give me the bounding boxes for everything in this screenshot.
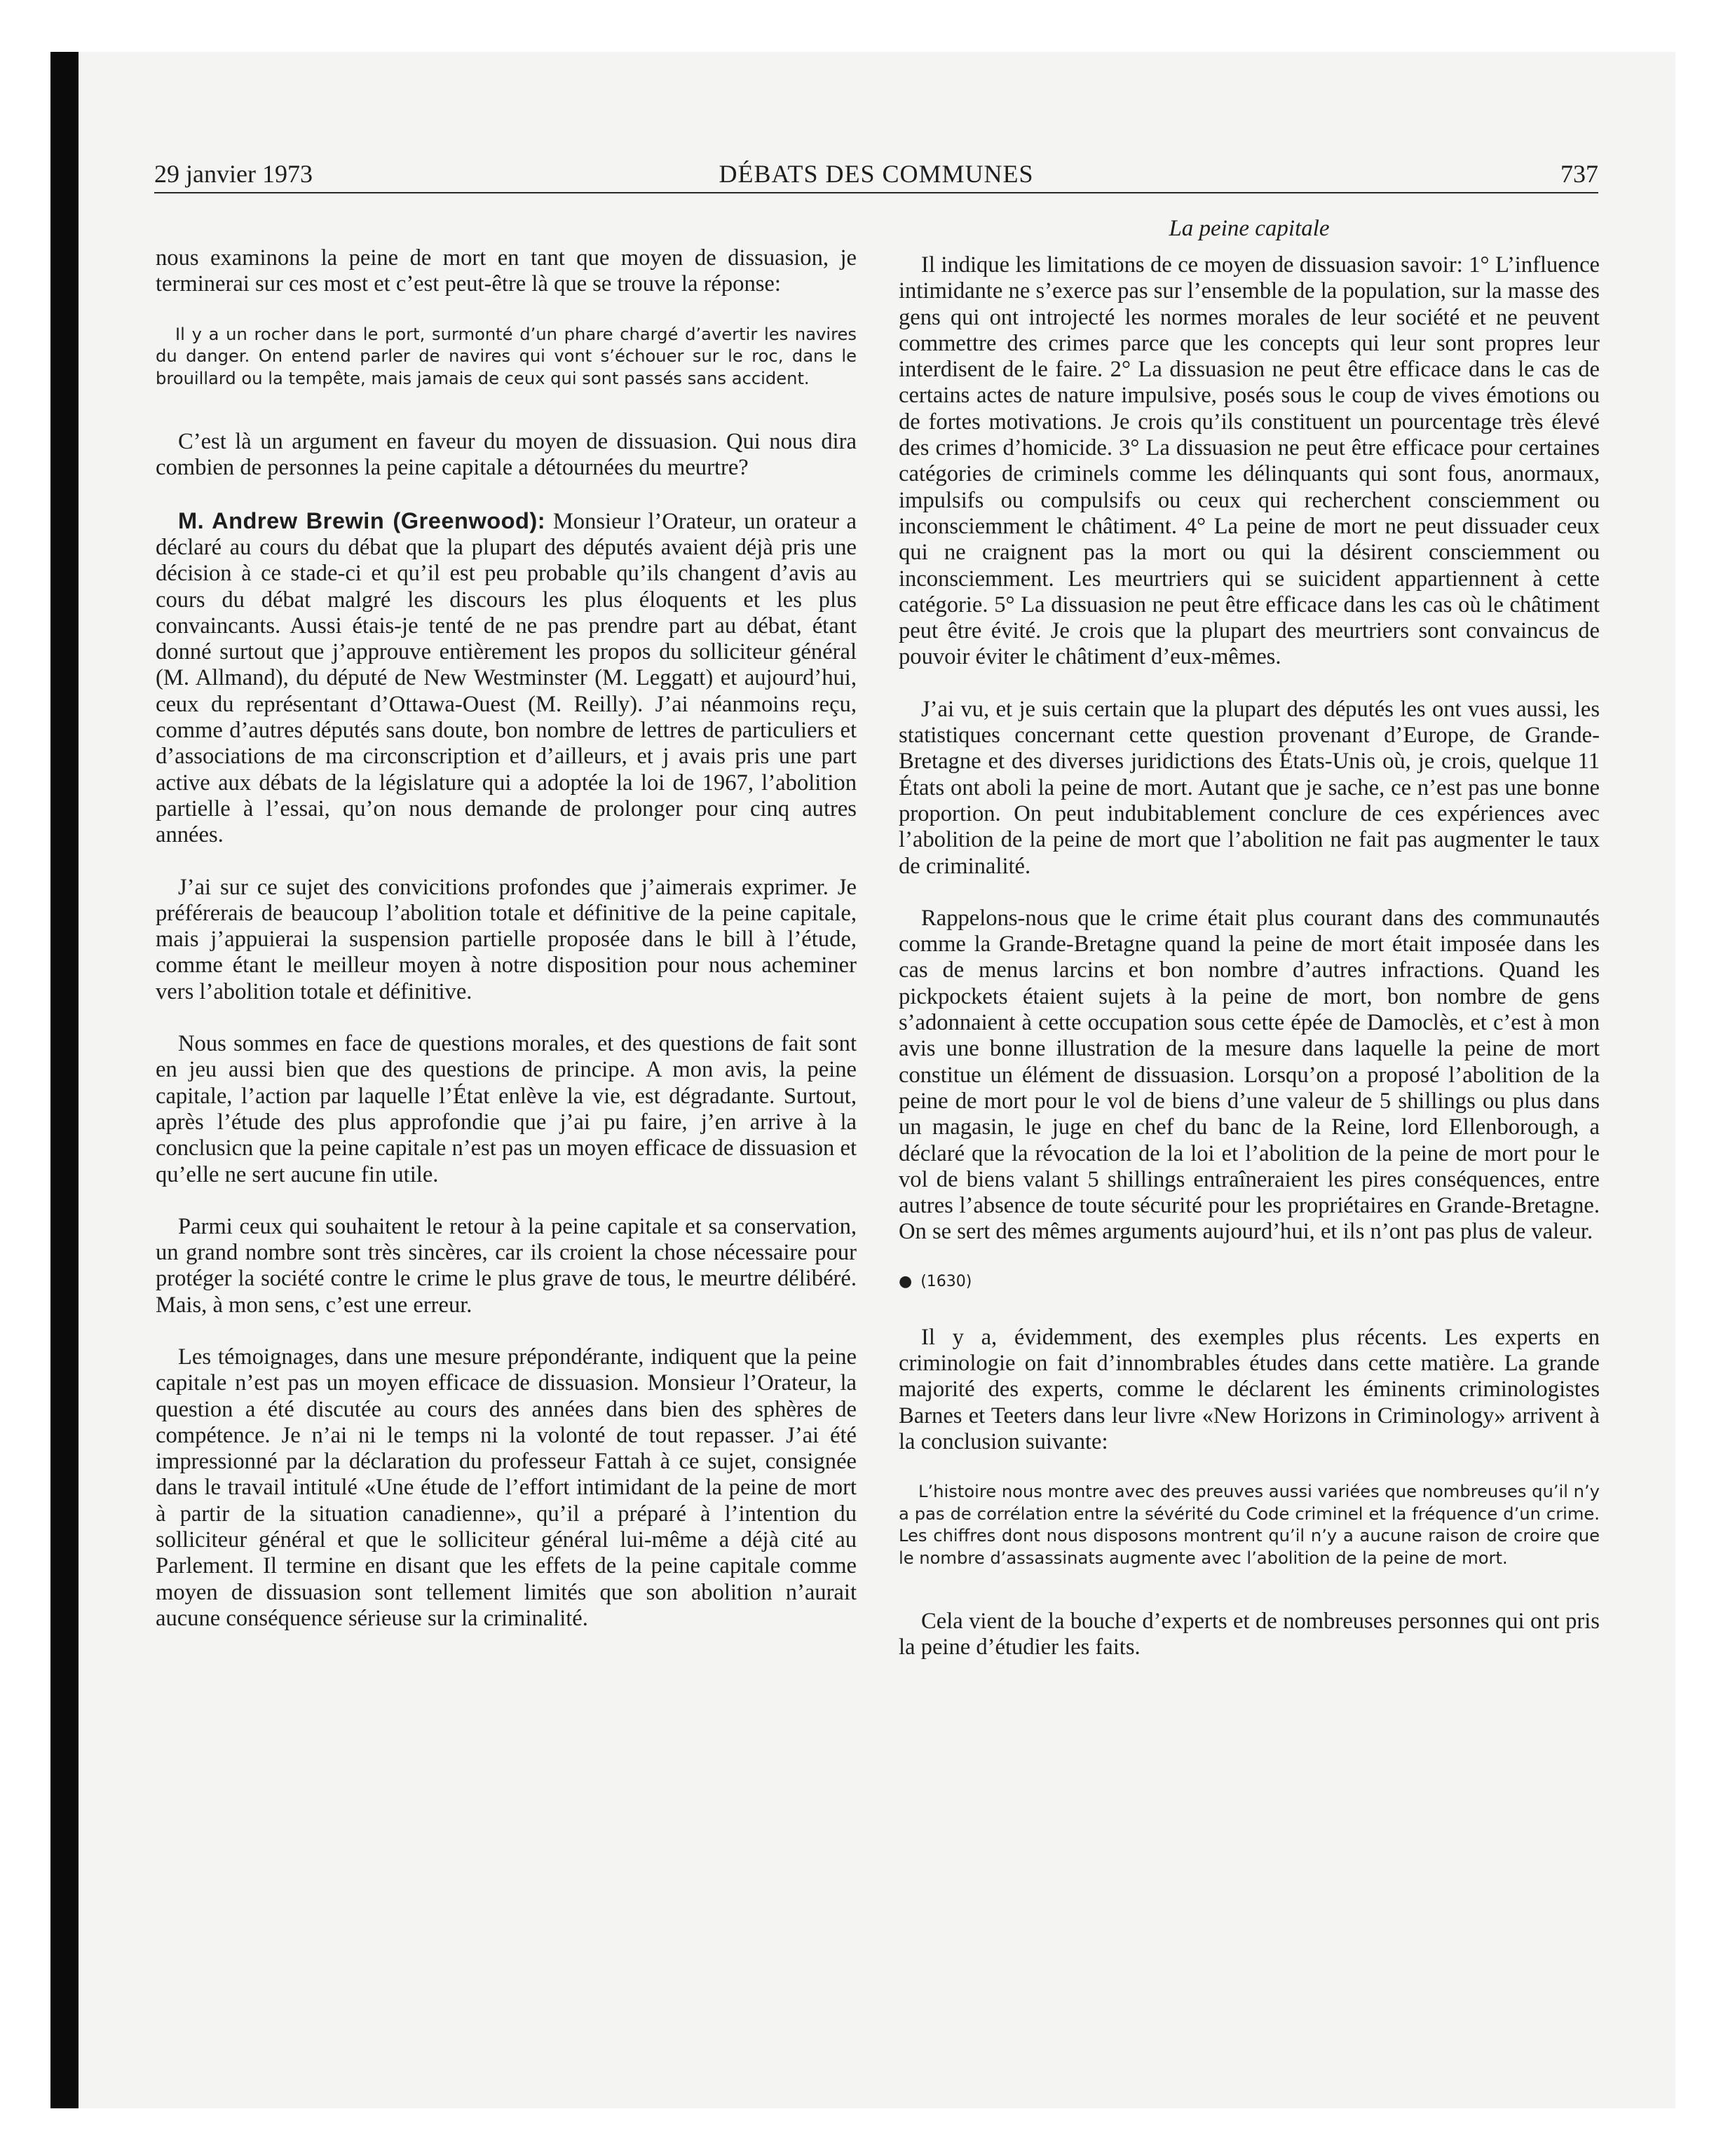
right-column [899, 214, 1600, 1687]
paragraph: Il y a, évidemment, des exemples plus récents. Les experts en criminologie on fait d’innombrables études dans cette matière. La grande majorité des experts, comme le déclarent les éminents criminologistes Barnes et Teeters dans leur livre «New Horizons in Criminology» arrivent à la conclusion suivante: [899, 1324, 1600, 1454]
time-marker [899, 1271, 1600, 1292]
paragraph: Cela vient de la bouche d’experts et de nombreuses personnes qui ont pris la peine d’étudier les faits. [899, 1609, 1600, 1660]
paragraph: Les témoignages, dans une mesure prépondérante, indiquent que la peine capitale n’est pas un moyen efficace de dissuasion. Monsieur l’Orateur, la question a été discutée au cours des années dans bien des sphères de compétence. Je n’ai ni le temps ni la volonté de tout repasser. J’ai été impressionné par la déclaration du professeur Fattah à ce sujet, consignée dans le travail intitulé «Une étude de l’effort intimidant de la peine de mort à partir de la situation canadienne», qu’il a préparé à l’intention du solliciteur général et que le solliciteur général lui-même a déjà cité au Parlement. Il termine en disant que les effets de la peine capitale comme moyen de dissuasion sont tellement limités que son abolition n’aurait aucune conséquence sérieuse sur la criminalité. [156, 1344, 857, 1631]
left-column [156, 245, 857, 1658]
paragraph: Nous sommes en face de questions morales, et des questions de fait sont en jeu aussi bien que des questions de principe. A mon avis, la peine capitale, l’action par laquelle l’État enlève la vie, est dégradante. Surtout, après l’étude des plus approfondie que j’ai pu faire, j’en arrive à la conclusicn que la peine capitale n’est pas un moyen efficace de dissuasion et qu’elle ne sert aucune fin utile. [156, 1031, 857, 1187]
speaker-paragraph [156, 507, 857, 849]
header-date: 29 janvier 1973 [154, 160, 313, 188]
paragraph: J’ai vu, et je suis certain que la plupart des députés les ont vues aussi, les statistiques concernant cette question provenant d’Europe, de Grande-Bretagne et des diverses juridictions des États-Unis où, je crois, quelque 11 États ont aboli la peine de mort. Autant que je sache, ce n’est pas une bonne proportion. On peut indubitablement conclure de ces expériences avec l’abolition de la peine de mort que l’abolition ne fait pas augmenter le taux de criminalité. [899, 696, 1600, 879]
paragraph: nous examinons la peine de mort en tant que moyen de dissuasion, je terminerai sur ces most et c’est peut-être là que se trouve la réponse: [156, 245, 857, 297]
paragraph: Parmi ceux qui souhaitent le retour à la peine capitale et sa conservation, un grand nombre sont très sincères, car ils croient la chose nécessaire pour protéger la société contre le crime le plus grave de tous, le meurtre délibéré. Mais, à mon sens, c’est une erreur. [156, 1213, 857, 1318]
paragraph: C’est là un argument en faveur du moyen de dissuasion. Qui nous dira combien de personnes la peine capitale a détournées du meurtre? [156, 429, 857, 481]
running-header [154, 156, 1598, 193]
paragraph: Rappelons-nous que le crime était plus courant dans des communautés comme la Grande-Bretagne quand la peine de mort était imposée dans les cas de menus larcins et bon nombre d’autres infractions. Quand les pickpockets étaient sujets à la peine de mort, bon nombre de gens s’adonnaient à cette occupation sous cette épée de Damoclès, et c’est à mon avis une bonne illustration de la mesure dans laquelle la peine de mort constitue un élément de dissuasion. Lorsqu’on a proposé l’abolition de la peine de mort pour le vol de biens d’une valeur de 5 shillings ou plus dans un magasin, le juge en chef du banc de la Reine, lord Ellenborough, a déclaré que la révocation de la loi et l’abolition de la peine de mort pour le vol de biens valant 5 shillings entraîneraient les pires conséquences, entre autres l’absence de toute sécurité pour les propriétaires en Grande-Bretagne. On se sert des mêmes arguments aujourd’hui, et ils n’ont pas plus de valeur. [899, 905, 1600, 1245]
speaker-name: M. Andrew Brewin (Greenwood): [178, 507, 546, 533]
page-number: 737 [1560, 160, 1598, 188]
scan-border [50, 52, 79, 2108]
paragraph: J’ai sur ce sujet des convicitions profondes que j’aimerais exprimer. Je préférerais de beaucoup l’abolition totale et définitive de la peine capitale, mais j’appuierai la suspension partielle proposée dans le bill à l’étude, comme étant le meilleur moyen à notre disposition pour nous acheminer vers l’abolition totale et définitive. [156, 874, 857, 1004]
paragraph: Il indique les limitations de ce moyen de dissuasion savoir: 1° L’influence intimidante ne s’exerce pas sur l’ensemble de la population, sur la masse des gens qui ont introjecté les normes morales de leur société et ne peuvent commettre des crimes parce que les concepts qui leur sont propres leur interdisent de le faire. 2° La dissuasion ne peut être efficace dans le cas de certains actes de nature impulsive, posés sous le coup de vives émotions ou de fortes motivations. Je crois qu’ils constituent un pourcentage très élevé des crimes d’homicide. 3° La dissuasion ne peut être efficace pour certaines catégories de criminels comme les délinquants qui sont fous, anormaux, impulsifs ou compulsifs ou ceux qui recherchent consciemment ou inconsciemment le châtiment. 4° La peine de mort ne peut dissuader ceux qui ne craignent pas la mort ou qui la désirent consciemment ou inconsciemment. Les meurtriers qui se suicident appartiennent à cette catégorie. 5° La dissuasion ne peut être efficace dans les cas où le châtiment peut être évité. Je crois que la plupart des meurtriers sont convaincus de pouvoir éviter le châtiment d’eux-mêmes. [899, 252, 1600, 670]
document-page [79, 52, 1675, 2108]
time-marker-text: (1630) [920, 1272, 972, 1290]
header-title: DÉBATS DES COMMUNES [719, 160, 1034, 188]
block-quote: L’histoire nous montre avec des preuves aussi variées que nombreuses qu’il n’y a pas de corrélation entre la sévérité du Code criminel et la fréquence d’un crime. Les chiffres dont nous disposons montrent qu’il n’y a aucune raison de croire que le nombre d’assassinats augmente avec l’abolition de la peine de mort. [899, 1482, 1600, 1568]
section-title: La peine capitale [1169, 216, 1330, 241]
block-quote: Il y a un rocher dans le port, surmonté d’un phare chargé d’avertir les navires du danger. On entend parler de navires qui vont s’échouer sur le roc, dans le brouillard ou la tempête, mais jamais de ceux qui sont passés sans accident. [156, 324, 857, 388]
speaker-text: Monsieur l’Orateur, un orateur a déclaré au cours du débat que la plupart des députés avaient déjà pris une décision à ce stade-ci et qu’il est peu probable qu’ils changent d’avis au cours du débat malgré les discours les plus éloquents et les plus convaincants. Aussi étais-je tenté de ne pas prendre part au débat, étant donné surtout que j’approuve entièrement les propos du solliciteur général (M. Allmand), du député de New Westminster (M. Leggatt) et aujourd’hui, ceux du représentant d’Ottawa-Ouest (M. Reilly). J’ai néanmoins reçu, comme d’autres députés sans doute, bon nombre de lettres de particuliers et d’associations de ma circonscription et d’ailleurs, et j avais pris une part active aux débats de la législature qui a adoptée la loi de 1967, l’abolition partielle à l’essai, qu’on nous demande de prolonger pour cinq autres années. [156, 508, 857, 848]
bullet-icon: ● [899, 1272, 913, 1290]
